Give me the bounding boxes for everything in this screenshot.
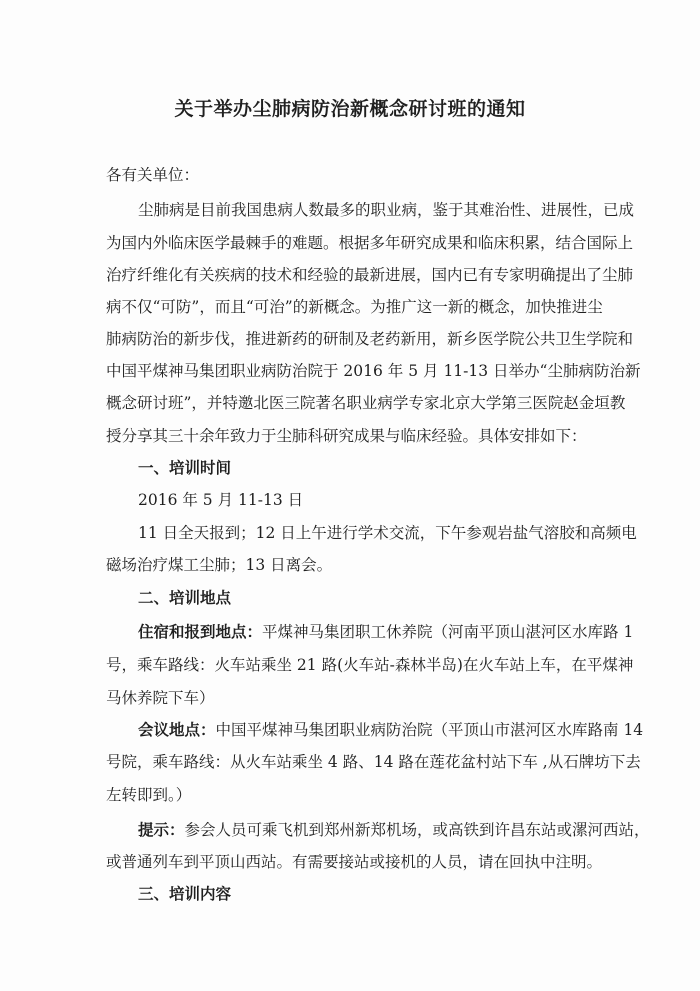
meeting-line: 左转即到。） bbox=[106, 786, 192, 804]
lodging-line: 号，乘车路线：火车站乘坐 21 路(火车站-森林半岛)在火车站上车，在平煤神 bbox=[106, 656, 634, 674]
section-heading-location: 二、培训地点 bbox=[138, 588, 232, 607]
schedule-line: 磁场治疗煤工尘肺；13 日离会。 bbox=[106, 556, 333, 574]
intro-line: 为国内外临床医学最棘手的难题。根据多年研究成果和临床积累，结合国际上 bbox=[106, 234, 634, 252]
section-heading-content: 三、培训内容 bbox=[138, 884, 232, 903]
intro-line: 肺病防治的新步伐，推进新药的研制及老药新用，新乡医学院公共卫生学院和 bbox=[106, 330, 634, 348]
lodging-label: 住宿和报到地点： bbox=[138, 622, 263, 641]
meeting-line-first bbox=[138, 720, 643, 740]
meeting-text: 中国平煤神马集团职业病防治院（平顶山市湛河区水库路南 14 bbox=[215, 721, 644, 739]
tip-text: 参会人员可乘飞机到郑州新郑机场，或高铁到许昌东站或漯河西站， bbox=[184, 821, 650, 839]
schedule-line: 11 日全天报到；12 日上午进行学术交流，下午参观岩盐气溶胶和高频电 bbox=[138, 524, 637, 542]
tip-line: 或普通列车到平顶山西站。有需要接站或接机的人员，请在回执中注明。 bbox=[106, 853, 603, 871]
intro-line: 中国平煤神马集团职业病防治院于 2016 年 5 月 11-13 日举办“尘肺病防治新 bbox=[106, 362, 641, 380]
intro-line: 授分享其三十余年致力于尘肺科研究成果与临床经验。具体安排如下： bbox=[106, 427, 587, 445]
meeting-line: 号院，乘车路线：从火车站乘坐 4 路、14 路在莲花盆村站下车 ,从石牌坊下去 bbox=[106, 753, 641, 771]
intro-line: 治疗纤维化有关疾病的技术和经验的最新进展，国内已有专家明确提出了尘肺 bbox=[106, 266, 634, 284]
lodging-text: 平煤神马集团职工休养院（河南平顶山湛河区水库路 1 bbox=[262, 623, 634, 641]
meeting-label: 会议地点： bbox=[138, 720, 216, 739]
intro-line: 概念研讨班”，并特邀北医三院著名职业病学专家北京大学第三医院赵金垣教 bbox=[106, 394, 626, 412]
intro-line: 尘肺病是目前我国患病人数最多的职业病，鉴于其难治性、进展性，已成 bbox=[138, 201, 635, 219]
training-date: 2016 年 5 月 11-13 日 bbox=[138, 491, 304, 509]
intro-line: 病不仅“可防”，而且“可治”的新概念。为推广这一新的概念，加快推进尘 bbox=[106, 298, 603, 316]
tip-line-first bbox=[138, 820, 650, 840]
lodging-line-first bbox=[138, 622, 633, 642]
lodging-line: 马休养院下车） bbox=[106, 689, 215, 707]
salutation: 各有关单位： bbox=[106, 166, 200, 184]
tip-label: 提示： bbox=[138, 820, 185, 839]
section-heading-time: 一、培训时间 bbox=[138, 458, 232, 477]
document-title: 关于举办尘肺病防治新概念研讨班的通知 bbox=[174, 98, 526, 120]
